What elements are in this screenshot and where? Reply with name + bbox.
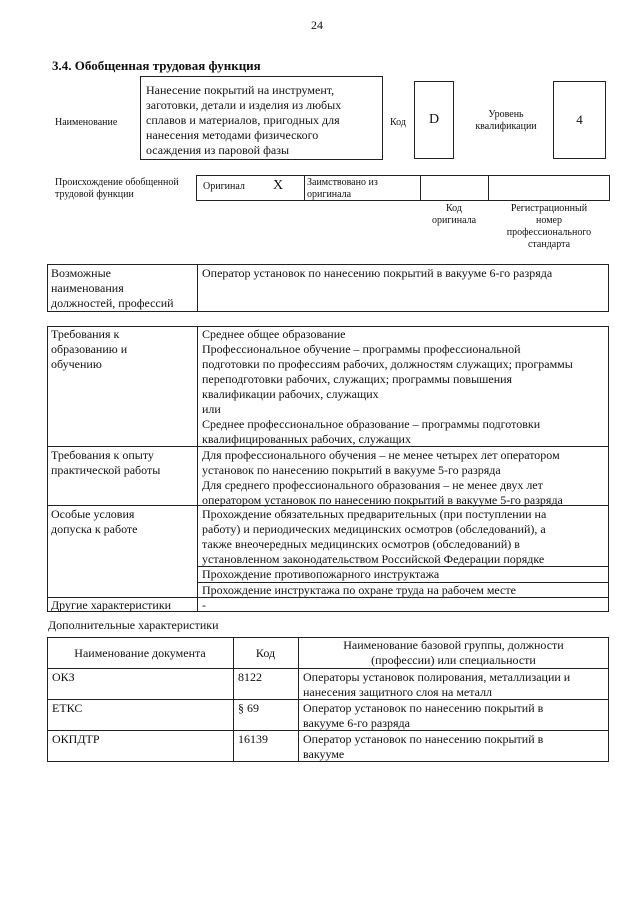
education-label [51,327,127,372]
origin-label-line: трудовой функции [55,189,134,200]
experience-line: Для среднего профессионального образования – не менее двух лет [202,478,543,492]
row-name-line: нанесения защитного слоя на металл [303,685,493,699]
row-code: § 69 [238,701,259,715]
conditions-label-line: Особые условия [51,507,135,521]
caption-line: Код [446,203,462,214]
header-name-line: (профессии) или специальности [371,653,536,667]
positions-label-line: должностей, профессий [51,296,174,310]
conditions-label [51,507,138,537]
header-code: Код [255,646,276,660]
function-name-line: нанесения методами физического [146,128,319,142]
caption-line: номер [536,215,562,226]
education-line: подготовки по профессиям рабочих, должностям служащих; программы [202,357,573,371]
conditions-line: также внеочередных медицинских осмотров (обследований) в [202,537,520,551]
row-code: 8122 [238,670,262,684]
education-line: квалификации рабочих, служащих [202,387,379,401]
row-name [303,732,543,762]
education-line: переподготовки рабочих, служащих; программы повышения [202,372,513,386]
reg-number-caption [493,203,605,251]
positions-value: Оператор установок по нанесению покрытий в вакууме 6-го разряда [202,266,553,280]
level-label-line: Уровень [488,109,524,120]
original-label: Оригинал [203,181,245,192]
row-name-line: вакууме 6-го разряда [303,716,410,730]
origin-divider [488,175,489,201]
row-name-line: Операторы установок полирования, металлизации и [303,670,571,684]
header-doc: Наименование документа [74,646,206,660]
education-label-line: обучению [51,357,102,371]
row-name-line: Оператор установок по нанесению покрытий в [303,701,544,715]
additional-title: Дополнительные характеристики [48,618,219,632]
function-name-line: сплавов и материалов, пригодных для [146,113,340,127]
positions-label-line: наименования [51,281,124,295]
code-original-caption [420,203,488,227]
education-label-line: Требования к [51,327,120,341]
origin-box [196,175,610,201]
experience-label-line: Требования к опыту [51,448,154,462]
caption-line: профессионального [506,227,592,238]
education-line: или [202,402,221,416]
row-doc: ОКПДТР [52,732,100,746]
header-name [298,638,609,668]
row-name-line: Оператор установок по нанесению покрытий в [303,732,544,746]
positions-label [51,266,174,311]
caption-line: оригинала [431,215,477,226]
other-value: - [202,598,206,612]
experience-line: установок по нанесению покрытий в вакууме 5-го разряда [202,463,501,477]
function-name-line: Нанесение покрытий на инструмент, [146,83,335,97]
row-doc: ЕТКС [52,701,83,715]
education-line: Профессиональное обучение – программы профессиональной [202,342,521,356]
experience-line: Для профессионального обучения – не менее четырех лет оператором [202,448,560,462]
origin-label-line: Происхождение обобщенной [55,177,179,188]
section-title: 3.4. Обобщенная трудовая функция [52,58,261,73]
level-label [461,109,551,133]
conditions-line: работу) и периодических медицинских осмотров (обследований), а [202,522,546,536]
positions-label-line: Возможные [51,266,111,280]
conditions-label-line: допуска к работе [51,522,138,536]
origin-divider [304,175,305,201]
caption-line: стандарта [527,239,571,250]
row-divider [47,668,609,669]
row-name-line: вакууме [303,747,345,761]
experience-value [202,448,563,508]
borrowed-label [307,177,378,201]
fire-safety-briefing: Прохождение противопожарного инструктажа [202,567,440,581]
level-label-line: квалификации [475,121,537,132]
table-divider [197,264,198,312]
table-divider [197,326,198,612]
name-label: Наименование [55,117,118,128]
conditions-line: установленном законодательством Российской Федерации порядке [202,552,545,566]
education-label-line: образованию и [51,342,128,356]
row-doc: ОКЗ [52,670,75,684]
conditions-value [202,507,546,567]
conditions-line: Прохождение обязательных предварительных (при поступлении на [202,507,547,521]
experience-label-line: практической работы [51,463,161,477]
labor-safety-briefing: Прохождение инструктажа по охране труда на рабочем месте [202,583,516,597]
code-label: Код [390,117,406,128]
origin-divider [420,175,421,201]
borrowed-label-line: Заимствовано из [307,177,378,188]
caption-line: Регистрационный [510,203,588,214]
education-line: Среднее общее образование [202,327,346,341]
education-line: квалифицированных рабочих, служащих [202,432,411,446]
experience-line: оператором установок по нанесению покрытий в вакууме 5-го разряда [202,493,563,507]
function-name [146,83,382,158]
original-mark: X [273,178,284,193]
experience-label [51,448,160,478]
education-value [202,327,573,447]
function-name-line: осаждения из паровой фазы [146,143,290,157]
education-line: Среднее профессиональное образование – программы подготовки [202,417,541,431]
level-value: 4 [576,112,583,127]
function-name-line: заготовки, детали и изделия из любых [146,98,342,112]
row-code: 16139 [238,732,268,746]
origin-label [55,177,179,201]
borrowed-label-line: оригинала [307,189,352,200]
row-name [303,701,543,731]
code-value: D [428,112,440,127]
other-label: Другие характеристики [51,598,172,612]
page-number: 24 [311,18,323,32]
header-name-line: Наименование базовой группы, должности [343,638,564,652]
row-name [303,670,570,700]
